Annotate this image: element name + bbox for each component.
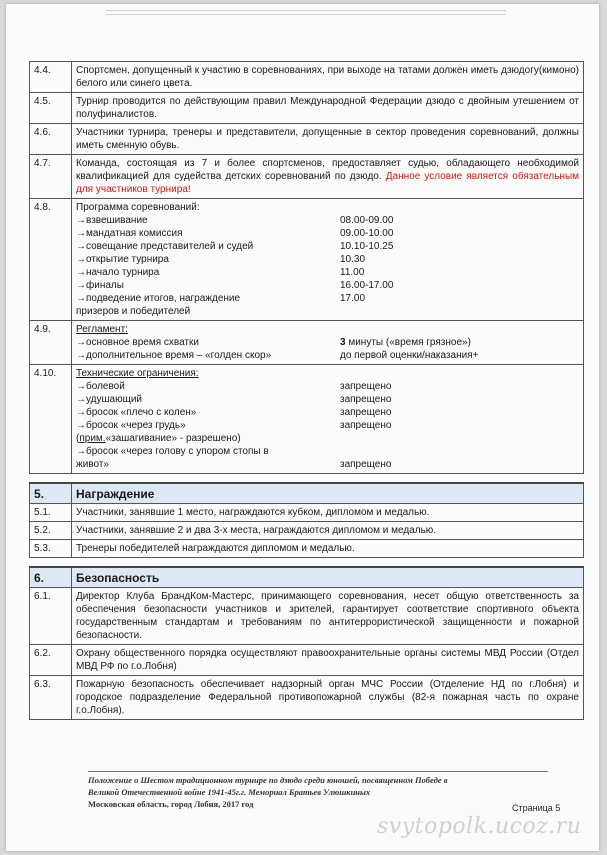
program-label: →совещание представителей и судей bbox=[76, 241, 254, 252]
restriction-label: →удушающий bbox=[76, 394, 142, 405]
item-text bbox=[72, 155, 584, 199]
regulation-value bbox=[340, 336, 579, 349]
regulation-label: →дополнительное время – «голден скор» bbox=[76, 350, 272, 361]
item-number: 4.7. bbox=[30, 155, 72, 199]
table-row bbox=[30, 588, 584, 645]
section-heading bbox=[30, 567, 584, 588]
program-row bbox=[30, 199, 584, 321]
restriction-label: живот» bbox=[76, 459, 109, 470]
table-row bbox=[30, 62, 584, 93]
restriction-value: запрещено bbox=[340, 394, 392, 405]
restriction-item bbox=[76, 432, 579, 445]
regulation-title: Регламент: bbox=[76, 324, 128, 335]
program-time: 17.00 bbox=[340, 293, 366, 304]
program-item bbox=[76, 214, 579, 227]
program-time: 11.00 bbox=[340, 267, 365, 278]
footer-line: Великой Отечественной войне 1941-45г.г. Мемориал Братьев Улюшкиных bbox=[88, 787, 371, 797]
footer-city-line: Московская область, город Лобня, 2017 год bbox=[88, 799, 254, 809]
item-number: 6.1. bbox=[30, 588, 72, 645]
restriction-item bbox=[76, 380, 579, 393]
document-page bbox=[6, 4, 599, 851]
page-number: Страница 5 bbox=[512, 803, 561, 813]
program-time: 08.00-09.00 bbox=[340, 215, 394, 226]
restriction-label: →бросок «через грудь» bbox=[76, 420, 186, 431]
restrictions-title: Технические ограничения: bbox=[76, 368, 199, 379]
program-label: →финалы bbox=[76, 280, 124, 291]
regulation-table bbox=[29, 61, 584, 720]
faded-header-lines bbox=[106, 10, 506, 20]
program-item bbox=[76, 240, 579, 253]
table-row bbox=[30, 504, 584, 522]
table-row bbox=[30, 676, 584, 720]
section-title: Награждение bbox=[72, 483, 584, 504]
program-item bbox=[76, 292, 579, 305]
restriction-label: →болевой bbox=[76, 381, 125, 392]
section-title: Безопасность bbox=[72, 567, 584, 588]
restriction-note-text: «зашагивание» - разрешено) bbox=[105, 433, 241, 444]
table-row bbox=[30, 93, 584, 124]
item-number: 4.10. bbox=[30, 365, 72, 474]
program-time: 10.30 bbox=[340, 254, 366, 265]
restriction-note-prefix: прим. bbox=[79, 433, 106, 444]
regulation-item bbox=[76, 336, 579, 349]
section-gap bbox=[30, 474, 584, 484]
item-text: Тренеры победителей награждаются дипломом и медалью. bbox=[72, 540, 584, 558]
program-cell bbox=[72, 199, 584, 321]
regulation-label: →основное время схватки bbox=[76, 337, 199, 348]
program-item bbox=[76, 279, 579, 292]
restriction-item bbox=[76, 458, 579, 471]
restriction-item bbox=[76, 406, 579, 419]
program-item bbox=[76, 227, 579, 240]
item-number: 4.6. bbox=[30, 124, 72, 155]
program-title: Программа соревнований: bbox=[76, 202, 200, 213]
item-text: Спортсмен, допущенный к участию в соревнованиях, при выходе на татами должен иметь дзюдогу(кимоно) белого или синего цвета. bbox=[72, 62, 584, 93]
program-label: →открытие турнира bbox=[76, 254, 169, 265]
regulation-value-bold: 3 bbox=[340, 337, 346, 348]
section-gap bbox=[30, 558, 584, 568]
restrictions-cell bbox=[72, 365, 584, 474]
program-item bbox=[76, 305, 579, 318]
item-text: Турнир проводится по действующим правил Международной Федерации дзюдо с двойным утешением от полуфиналистов. bbox=[72, 93, 584, 124]
site-watermark: svytopolk.ucoz.ru bbox=[377, 814, 582, 839]
program-label: →подведение итогов, награждение bbox=[76, 293, 241, 304]
restriction-value bbox=[340, 445, 579, 458]
program-label: →начало турнира bbox=[76, 267, 160, 278]
restriction-label: →бросок «плечо с колен» bbox=[76, 407, 197, 418]
program-time: 16.00-17.00 bbox=[340, 280, 394, 291]
program-item bbox=[76, 266, 579, 279]
restriction-item bbox=[76, 393, 579, 406]
item-text: Участники, занявшие 2 и два 3-х места, награждаются дипломом и медалью. bbox=[72, 522, 584, 540]
table-row bbox=[30, 540, 584, 558]
section-heading bbox=[30, 483, 584, 504]
item-number: 5.1. bbox=[30, 504, 72, 522]
table-row bbox=[30, 155, 584, 199]
section-number: 6. bbox=[30, 567, 72, 588]
program-time: 10.10-10.25 bbox=[340, 241, 394, 252]
regulation-value: до первой оценки/наказания+ bbox=[340, 350, 479, 361]
item-number: 4.8. bbox=[30, 199, 72, 321]
regulation-item bbox=[76, 349, 579, 362]
item-text: Участники, занявшие 1 место, награждаются кубком, дипломом и медалью. bbox=[72, 504, 584, 522]
item-number: 6.2. bbox=[30, 645, 72, 676]
restriction-item bbox=[76, 419, 579, 432]
item-text: Участники турнира, тренеры и представители, допущенные в сектор проведения соревнований, должны иметь сменную обувь. bbox=[72, 124, 584, 155]
section-number: 5. bbox=[30, 483, 72, 504]
program-time: 09.00-10.00 bbox=[340, 228, 394, 239]
program-time bbox=[340, 305, 579, 318]
item-number: 5.3. bbox=[30, 540, 72, 558]
program-label: призеров и победителей bbox=[76, 306, 191, 317]
program-label: →взвешивание bbox=[76, 215, 148, 226]
footer-line: Положение о Шестом традиционном турнире по дзюдо среди юношей, посвященном Победе в bbox=[88, 775, 448, 785]
item-number: 4.4. bbox=[30, 62, 72, 93]
restriction-value bbox=[340, 432, 579, 445]
restriction-value: запрещено bbox=[340, 407, 392, 418]
mandatory-note: Данное условие является обязательным для участников турнира! bbox=[76, 171, 580, 195]
table-row bbox=[30, 645, 584, 676]
item-number: 5.2. bbox=[30, 522, 72, 540]
item-text: Пожарную безопасность обеспечивает надзорный орган МЧС России (Отделение НД по г.Лобня) и городское подразделение Федеральной противопожарной службы (82-я пожарная часть по охране г.о.Лобня). bbox=[72, 676, 584, 720]
table-row bbox=[30, 522, 584, 540]
item-text: Охрану общественного порядка осуществляют правоохранительные органы системы МВД России (Отдел МВД РФ по г.о.Лобня) bbox=[72, 645, 584, 676]
restriction-value: запрещено bbox=[340, 381, 392, 392]
restriction-label: (прим.«зашагивание» - разрешено) bbox=[76, 433, 241, 444]
item-number: 6.3. bbox=[30, 676, 72, 720]
item-text-main: Команда, состоящая из 7 и более спортсменов, предоставляет судью, обладающего необходимой квалификацией для судейства детских соревнований по дзюдо. bbox=[76, 158, 579, 182]
program-label: →мандатная комиссия bbox=[76, 228, 183, 239]
restrictions-row bbox=[30, 365, 584, 474]
restriction-label: →бросок «через голову с упором стопы в bbox=[76, 446, 269, 457]
regulation-cell bbox=[72, 321, 584, 365]
item-number: 4.5. bbox=[30, 93, 72, 124]
restriction-item bbox=[76, 445, 579, 458]
table-row bbox=[30, 124, 584, 155]
item-number: 4.9. bbox=[30, 321, 72, 365]
document-footer bbox=[88, 771, 548, 810]
program-item bbox=[76, 253, 579, 266]
regulation-row bbox=[30, 321, 584, 365]
restriction-value: запрещено bbox=[340, 459, 392, 470]
item-text: Директор Клуба БрандКом-Мастерс, принимающего соревнования, несет общую ответственность за обеспечения безопасности участников и зрителей, гарантирует соответствие спортивного объекта государственным стандартам и требованиям по антитеррористической защищенности и пожарной безопасности. bbox=[72, 588, 584, 645]
regulation-value-text: минуты («время грязное») bbox=[345, 337, 471, 348]
restriction-value: запрещено bbox=[340, 420, 392, 431]
